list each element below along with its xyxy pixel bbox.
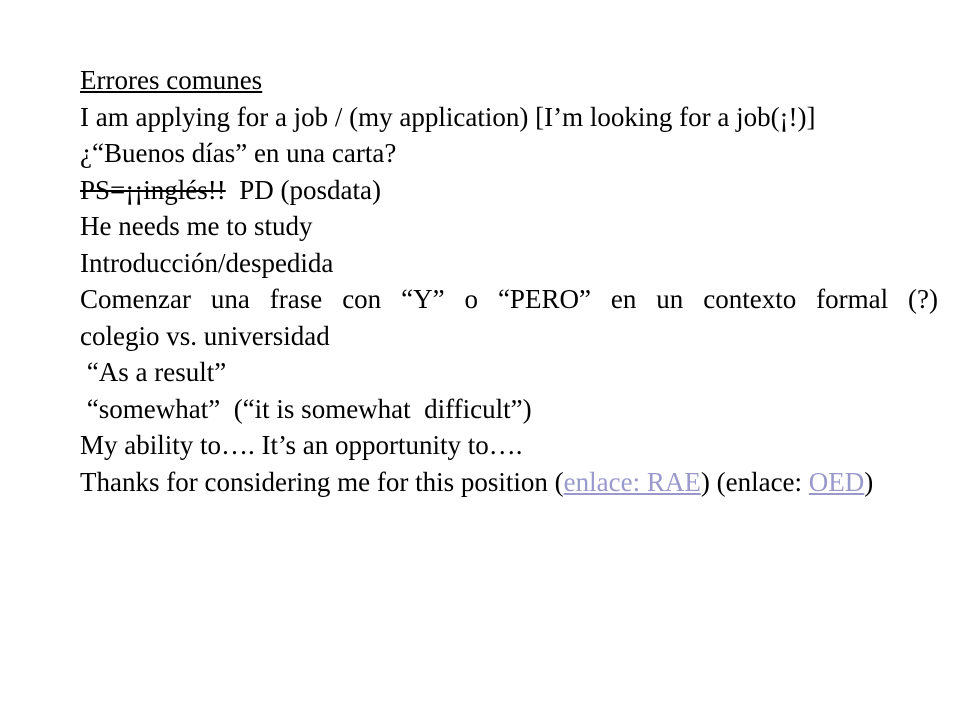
item-college: colegio vs. universidad (80, 320, 330, 351)
item-intro: Introducción/despedida (80, 247, 334, 278)
item-greeting: ¿“Buenos días” en una carta? (80, 138, 397, 168)
item-as-a-result: “As a result” (80, 357, 227, 387)
thanks-mid-text: ) (enlace: (700, 466, 809, 497)
item-thanks (80, 464, 938, 501)
thanks-close-text: ) (864, 466, 874, 497)
link-oed[interactable]: OED (808, 466, 865, 497)
item-somewhat: “somewhat” (“it is somewhat difficult”) (80, 393, 532, 424)
item-postscript (80, 172, 938, 209)
ps-struck-text: PS=¡¡inglés!! (80, 174, 226, 205)
slide-title: Errores comunes (80, 65, 263, 95)
link-rae[interactable]: enlace: RAE (563, 466, 701, 497)
slide-content (80, 62, 938, 500)
thanks-text: Thanks for considering me for this position ( (80, 466, 564, 497)
item-needs: He needs me to study (80, 211, 313, 241)
item-ability: My ability to…. It’s an opportunity to…. (80, 430, 523, 460)
ps-correct-text: PD (posdata) (225, 174, 381, 205)
item-job-application: I am applying for a job / (my application) [I’m looking for a job(¡!)] (80, 101, 816, 132)
item-conjunction: Comenzar una frase con “Y” o “PERO” en un contexto formal (?) (80, 284, 938, 314)
